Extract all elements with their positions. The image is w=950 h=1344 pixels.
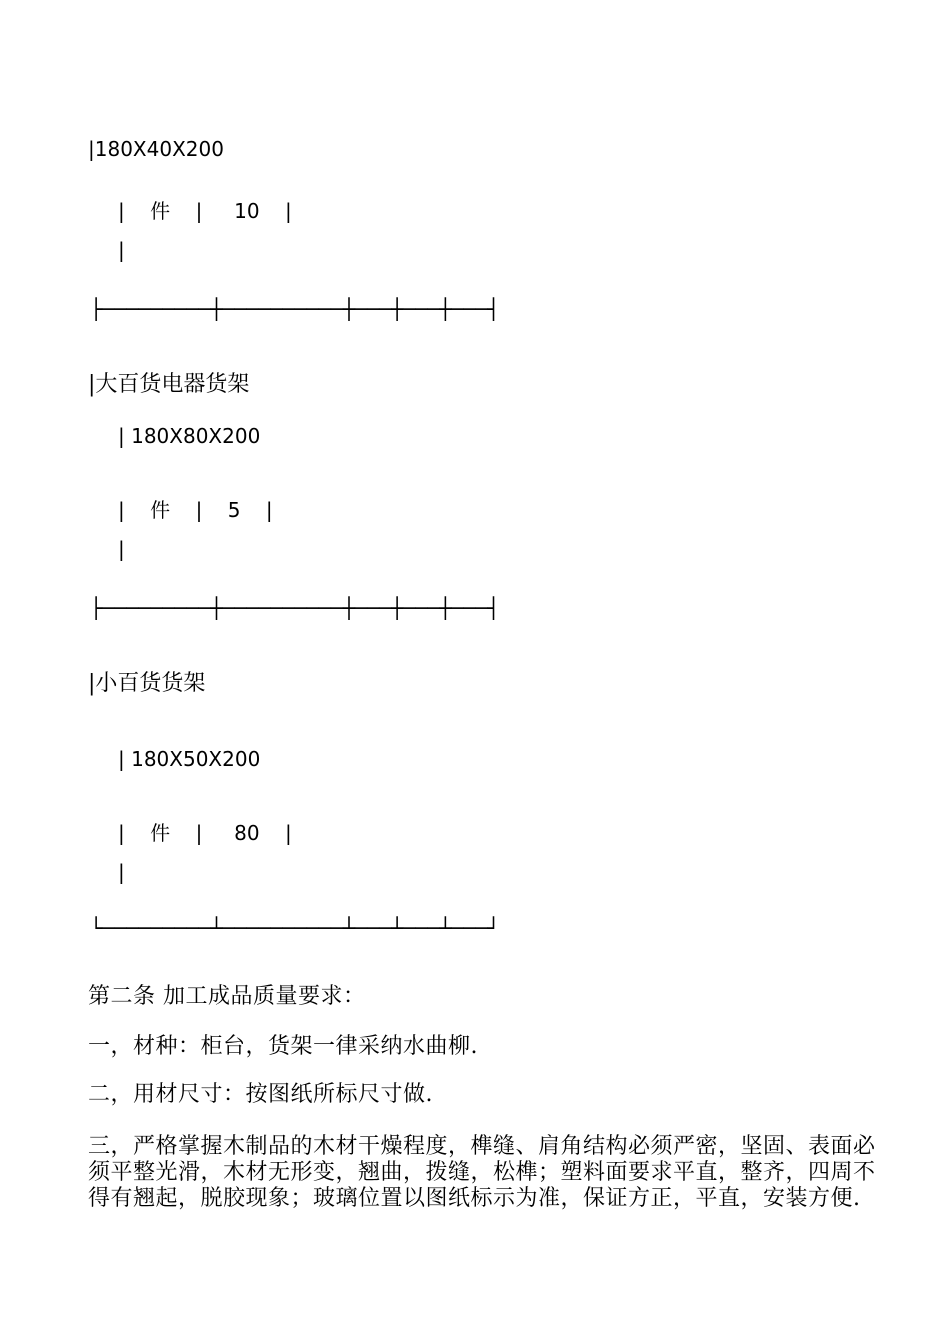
article2-item2: 二，用材尺寸：按图纸所标尺寸做.: [88, 1082, 433, 1107]
row1-size: |180X40X200: [88, 137, 224, 161]
article2-heading: 第二条 加工成品质量要求：: [88, 984, 366, 1009]
row3-bottom-border: └─────────┴──────────┴───┴───┴───┘: [90, 916, 500, 940]
row3-size: | 180X50X200: [118, 747, 261, 771]
row2-name: |大百货电器货架: [88, 372, 250, 397]
row1-separator: ├─────────┼──────────┼───┼───┼───┤: [90, 297, 500, 321]
row1-end-bar: |: [118, 238, 125, 262]
row1-unit-quantity: | 件 | 10 |: [118, 199, 292, 223]
row2-separator: ├─────────┼──────────┼───┼───┼───┤: [90, 596, 500, 620]
row2-size: | 180X80X200: [118, 424, 261, 448]
article2-item1: 一，材种：柜台，货架一律采纳水曲柳.: [88, 1034, 478, 1059]
row3-end-bar: |: [118, 860, 125, 884]
article2-item3: 三，严格掌握木制品的木材干燥程度，榫缝、肩角结构必须严密，坚固、表面必须平整光滑，木材无形变，翘曲，拨缝，松榫；塑料面要求平直，整齐，四周不得有翘起，脱胶现象；玻璃位置以图纸标示为准，保证方正，平直，安装方便.: [88, 1134, 876, 1211]
row2-end-bar: |: [118, 537, 125, 561]
row3-unit-quantity: | 件 | 80 |: [118, 821, 292, 845]
row3-name: |小百货货架: [88, 671, 206, 696]
row2-unit-quantity: | 件 | 5 |: [118, 498, 273, 522]
